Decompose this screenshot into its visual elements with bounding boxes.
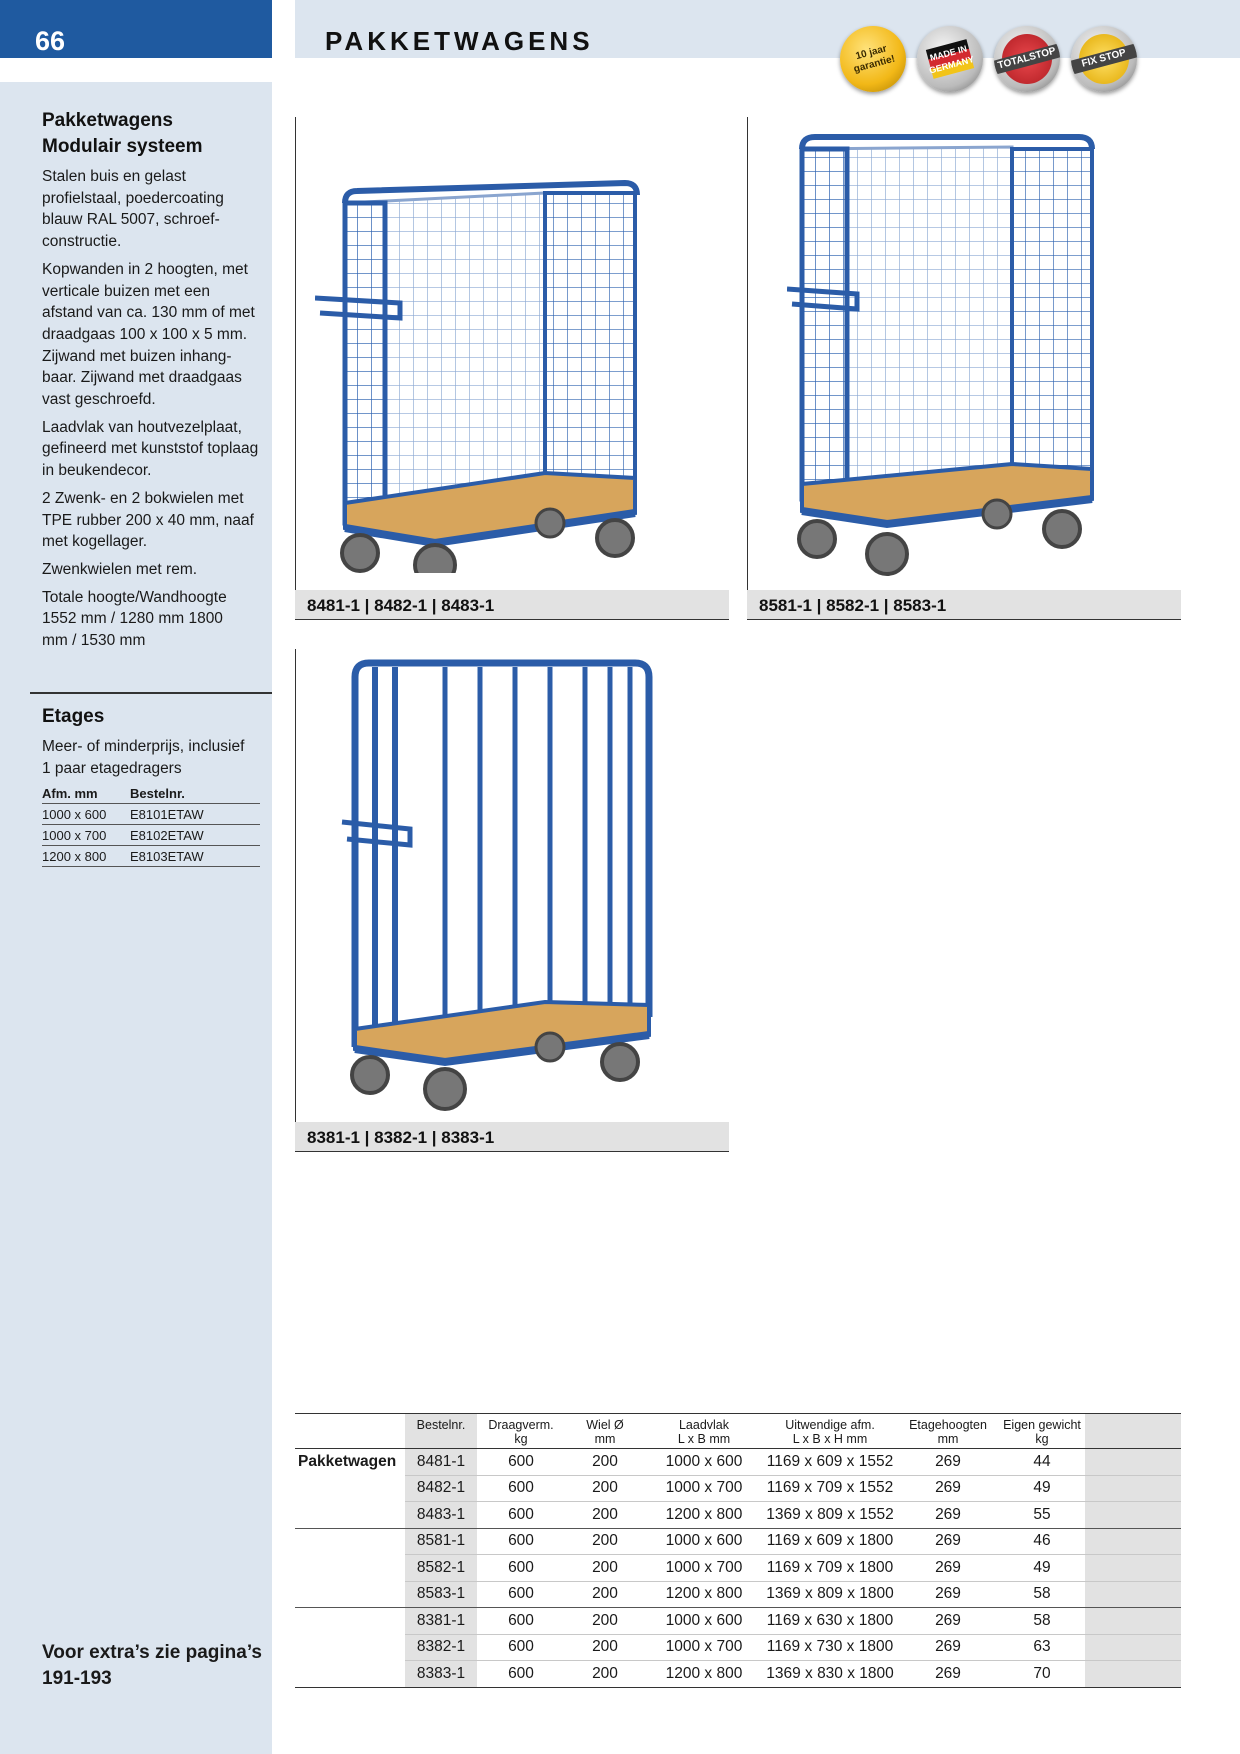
spec-group-label xyxy=(295,1475,405,1502)
fixstop-badge-icon xyxy=(1071,26,1137,92)
spec-cell: 49 xyxy=(999,1475,1085,1502)
spec-cell: 600 xyxy=(477,1581,565,1608)
guarantee-badge-text: 10 jaar garantie! xyxy=(852,43,897,76)
col-label: Wiel Ø xyxy=(586,1418,624,1432)
spec-cell-empty xyxy=(1085,1581,1181,1608)
spec-cell: 49 xyxy=(999,1555,1085,1582)
product-caption: 8481-1 | 8482-1 | 8483-1 xyxy=(307,596,495,615)
spec-cell: 1169 x 609 x 1800 xyxy=(763,1528,897,1555)
spec-cell: 1000 x 700 xyxy=(645,1634,763,1661)
spec-cell: 1000 x 700 xyxy=(645,1555,763,1582)
made-in-germany-badge-text: MADE IN GERMANY xyxy=(928,43,976,76)
etages-order: E8103ETAW xyxy=(130,846,260,867)
spec-col-header xyxy=(477,1414,565,1449)
spec-cell: 200 xyxy=(565,1608,645,1635)
spec-cell: 600 xyxy=(477,1475,565,1502)
etages-order: E8101ETAW xyxy=(130,804,260,825)
spec-cell: 1200 x 800 xyxy=(645,1581,763,1608)
mesh-cart-high-image xyxy=(787,129,1147,589)
product-block xyxy=(747,117,1181,620)
spec-group-label xyxy=(295,1502,405,1529)
table-row xyxy=(295,1608,1181,1635)
sidebar-intro xyxy=(42,108,262,652)
table-row xyxy=(295,1661,1181,1688)
spec-cell-empty xyxy=(1085,1661,1181,1688)
table-row xyxy=(295,1502,1181,1529)
spec-cell: 200 xyxy=(565,1581,645,1608)
sidebar-heading: Pakketwagens xyxy=(42,110,173,131)
spec-cell: 200 xyxy=(565,1475,645,1502)
spec-group-label: Pakketwagen xyxy=(298,1453,397,1470)
product-frame xyxy=(747,117,748,620)
spec-col-header xyxy=(897,1414,999,1449)
spec-col-header xyxy=(405,1414,477,1449)
spec-cell: 269 xyxy=(897,1608,999,1635)
spec-order-number: 8581-1 xyxy=(405,1528,477,1555)
spec-cell-empty xyxy=(1085,1634,1181,1661)
table-row xyxy=(295,1581,1181,1608)
spec-col-header xyxy=(645,1414,763,1449)
spec-order-number: 8582-1 xyxy=(405,1555,477,1582)
spec-header-empty xyxy=(1085,1414,1181,1449)
guarantee-badge-icon xyxy=(840,26,906,92)
spec-order-number: 8382-1 xyxy=(405,1634,477,1661)
etages-section xyxy=(42,704,262,779)
col-unit: kg xyxy=(1035,1432,1049,1446)
spec-cell: 269 xyxy=(897,1634,999,1661)
etages-size: 1000 x 600 xyxy=(42,804,130,825)
fixstop-badge-text: FIX STOP xyxy=(1071,44,1137,75)
table-row xyxy=(295,1449,1181,1476)
spec-cell-empty xyxy=(1085,1528,1181,1555)
spec-cell: 70 xyxy=(999,1661,1085,1688)
sidebar-paragraph: Kopwanden in 2 hoogten, met verticale buizen met een afstand van ca. 130 mm of met draadgaas 100 x 100 x 5 mm. Zijwand met buizen inhang-baar. Zijwand met draadgaas vast geschroefd. xyxy=(42,260,255,409)
spec-cell-empty xyxy=(1085,1502,1181,1529)
page-number: 66 xyxy=(35,26,66,56)
spec-cell: 600 xyxy=(477,1555,565,1582)
caption-bar xyxy=(747,590,1181,620)
spec-group-label xyxy=(295,1581,405,1608)
spec-cell: 1000 x 600 xyxy=(645,1608,763,1635)
sidebar-subheading: Modulair systeem xyxy=(42,136,203,157)
page-title: PAKKETWAGENS xyxy=(325,26,594,56)
spec-cell: 600 xyxy=(477,1449,565,1476)
spec-cell: 269 xyxy=(897,1528,999,1555)
spec-group-label xyxy=(295,1528,405,1555)
etages-text: Meer- of minderprijs, inclusief 1 paar etagedragers xyxy=(42,738,245,777)
spec-cell: 1369 x 809 x 1800 xyxy=(763,1581,897,1608)
spec-cell: 600 xyxy=(477,1528,565,1555)
spec-cell: 200 xyxy=(565,1555,645,1582)
spec-cell: 58 xyxy=(999,1608,1085,1635)
spec-cell: 1200 x 800 xyxy=(645,1502,763,1529)
col-unit: L x B x H mm xyxy=(792,1432,868,1446)
etages-col-size: Afm. mm xyxy=(42,784,130,804)
spec-cell: 200 xyxy=(565,1502,645,1529)
col-label: Etagehoogten xyxy=(909,1418,987,1432)
spec-order-number: 8482-1 xyxy=(405,1475,477,1502)
product-caption: 8381-1 | 8382-1 | 8383-1 xyxy=(307,1128,495,1147)
spec-cell: 1169 x 709 x 1552 xyxy=(763,1475,897,1502)
spec-col-header xyxy=(999,1414,1085,1449)
spec-order-number: 8381-1 xyxy=(405,1608,477,1635)
table-row xyxy=(295,1634,1181,1661)
spec-header-row xyxy=(295,1414,1181,1449)
caption-bar xyxy=(295,590,729,620)
spec-group-label xyxy=(295,1661,405,1688)
table-row xyxy=(295,1528,1181,1555)
spec-table xyxy=(295,1413,1181,1688)
table-row xyxy=(295,1555,1181,1582)
product-frame xyxy=(295,117,296,620)
spec-group-label xyxy=(295,1634,405,1661)
product-block xyxy=(295,117,729,620)
caption-bar xyxy=(295,1122,729,1152)
spec-cell: 1000 x 700 xyxy=(645,1475,763,1502)
spec-cell: 55 xyxy=(999,1502,1085,1529)
totalstop-badge-icon xyxy=(994,26,1060,92)
sidebar-divider xyxy=(30,692,272,694)
spec-col-header xyxy=(763,1414,897,1449)
spec-cell: 600 xyxy=(477,1502,565,1529)
spec-group-label xyxy=(295,1555,405,1582)
spec-cell: 600 xyxy=(477,1634,565,1661)
spec-cell: 1000 x 600 xyxy=(645,1528,763,1555)
spec-cell: 600 xyxy=(477,1608,565,1635)
spec-cell: 200 xyxy=(565,1661,645,1688)
spec-cell-empty xyxy=(1085,1555,1181,1582)
spec-cell: 269 xyxy=(897,1475,999,1502)
table-row xyxy=(42,804,260,825)
spec-order-number: 8483-1 xyxy=(405,1502,477,1529)
etages-size: 1200 x 800 xyxy=(42,846,130,867)
spec-cell: 1169 x 709 x 1800 xyxy=(763,1555,897,1582)
product-caption: 8581-1 | 8582-1 | 8583-1 xyxy=(759,596,947,615)
spec-cell: 200 xyxy=(565,1528,645,1555)
made-in-germany-badge-icon xyxy=(917,26,983,92)
spec-cell: 1169 x 730 x 1800 xyxy=(763,1634,897,1661)
spec-order-number: 8383-1 xyxy=(405,1661,477,1688)
table-row xyxy=(42,846,260,867)
sidebar-footer-note: Voor extra’s zie pagina’s 191-193 xyxy=(42,1642,262,1689)
spec-cell: 269 xyxy=(897,1555,999,1582)
spec-cell: 58 xyxy=(999,1581,1085,1608)
spec-cell: 44 xyxy=(999,1449,1085,1476)
product-frame xyxy=(295,649,296,1152)
spec-cell: 63 xyxy=(999,1634,1085,1661)
sidebar-paragraph: Laadvlak van houtvezelplaat, gefineerd met kunststof toplaag in beukendecor. xyxy=(42,418,259,480)
spec-order-number: 8583-1 xyxy=(405,1581,477,1608)
etages-size: 1000 x 700 xyxy=(42,825,130,846)
spec-cell: 269 xyxy=(897,1581,999,1608)
spec-cell-empty xyxy=(1085,1475,1181,1502)
spec-cell-empty xyxy=(1085,1449,1181,1476)
spec-cell: 269 xyxy=(897,1449,999,1476)
spec-cell: 269 xyxy=(897,1502,999,1529)
etages-col-order: Bestelnr. xyxy=(130,784,260,804)
spec-cell: 1200 x 800 xyxy=(645,1661,763,1688)
spec-cell: 1369 x 830 x 1800 xyxy=(763,1661,897,1688)
etages-heading: Etages xyxy=(42,706,105,727)
col-label: Bestelnr. xyxy=(416,1418,466,1432)
spec-cell: 1169 x 609 x 1552 xyxy=(763,1449,897,1476)
col-unit: mm xyxy=(594,1432,616,1446)
col-unit: L x B mm xyxy=(677,1432,731,1446)
spec-cell: 1000 x 600 xyxy=(645,1449,763,1476)
spec-cell: 200 xyxy=(565,1449,645,1476)
spec-cell: 46 xyxy=(999,1528,1085,1555)
col-unit: kg xyxy=(514,1432,528,1446)
sidebar-paragraph: Zwenkwielen met rem. xyxy=(42,560,198,578)
table-row xyxy=(42,825,260,846)
spec-cell: 200 xyxy=(565,1634,645,1661)
spec-col-header xyxy=(565,1414,645,1449)
mesh-cart-image xyxy=(315,133,735,573)
etages-order: E8102ETAW xyxy=(130,825,260,846)
col-label: Draagverm. xyxy=(488,1418,554,1432)
spec-cell: 1169 x 630 x 1800 xyxy=(763,1608,897,1635)
spec-cell: 1369 x 809 x 1552 xyxy=(763,1502,897,1529)
spec-cell: 269 xyxy=(897,1661,999,1688)
table-row xyxy=(295,1475,1181,1502)
spec-order-number: 8481-1 xyxy=(405,1449,477,1476)
col-label: Laadvlak xyxy=(678,1418,730,1432)
product-block xyxy=(295,649,729,1152)
spec-header-empty xyxy=(295,1414,405,1449)
col-unit: mm xyxy=(937,1432,959,1446)
spec-group-label xyxy=(295,1608,405,1635)
spec-cell-empty xyxy=(1085,1608,1181,1635)
totalstop-badge-text: TOTALSTOP xyxy=(994,44,1060,75)
tube-cart-image xyxy=(315,657,695,1117)
col-label: Uitwendige afm. xyxy=(785,1418,875,1432)
sidebar-paragraph: Stalen buis en gelast profielstaal, poedercoating blauw RAL 5007, schroef-constructie. xyxy=(42,168,224,251)
sidebar-paragraph: Totale hoogte/Wandhoogte 1552 mm / 1280 mm 1800 mm / 1530 mm xyxy=(42,588,227,650)
sidebar-paragraph: 2 Zwenk- en 2 bokwielen met TPE rubber 200 x 40 mm, naaf met kogellager. xyxy=(42,489,254,551)
spec-cell: 600 xyxy=(477,1661,565,1688)
etages-table xyxy=(42,784,260,867)
col-label: Eigen gewicht xyxy=(1003,1418,1081,1432)
